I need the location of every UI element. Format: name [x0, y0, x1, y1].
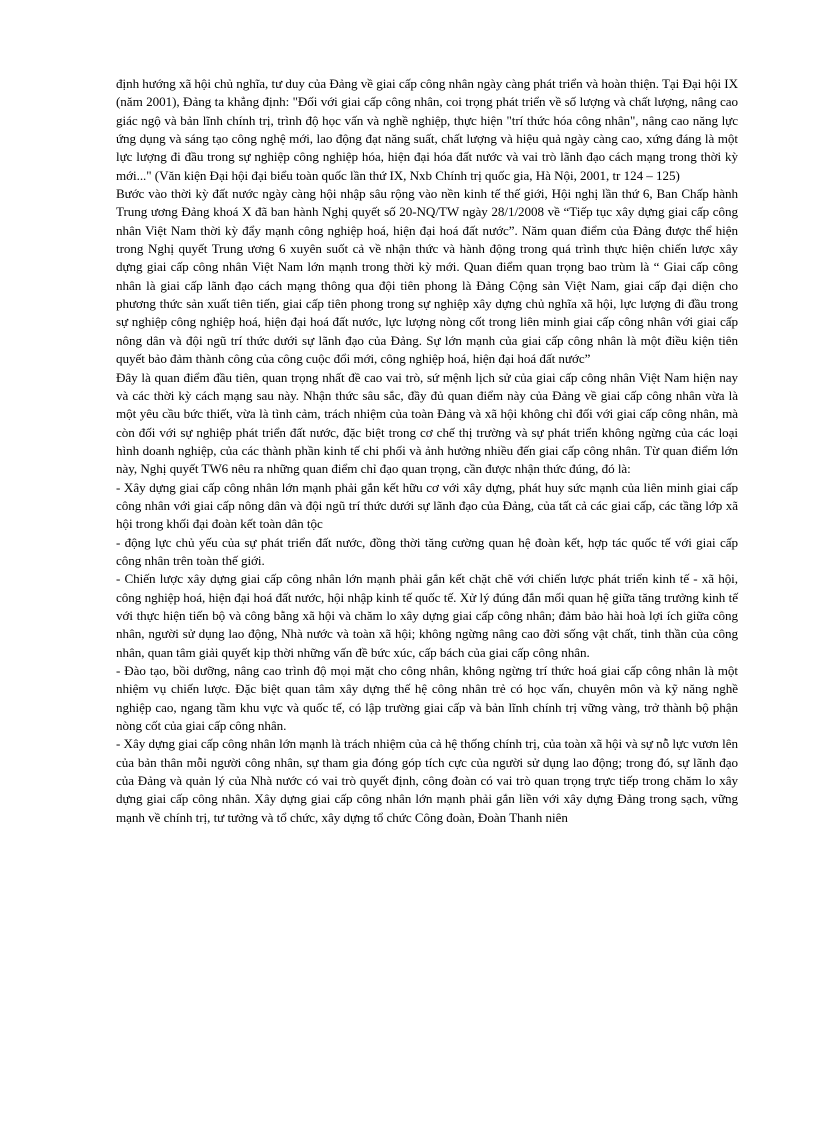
list-item-alliance: - Xây dựng giai cấp công nhân lớn mạnh phải gắn kết hữu cơ với xây dựng, phát huy sức mạnh của liên minh giai cấp công nhân với giai cấp nông dân và đội ngũ trí thức dưới sự lãnh đạo của Đảng, của tất cả các giai cấp, các tầng lớp xã hội trong khối đại đoàn kết toàn dân tộc: [116, 479, 738, 532]
paragraph-first-viewpoint: Đây là quan điểm đầu tiên, quan trọng nhất đề cao vai trò, sứ mệnh lịch sử của giai cấp công nhân Việt Nam hiện nay và các thời kỳ cách mạng sau này. Nhận thức sâu sắc, đầy đủ quan điểm này của Đảng về giai cấp công nhân vừa là một yêu cầu bức thiết, vừa là tình cảm, trách nhiệm của toàn Đảng và xã hội không chỉ đối với giai cấp công nhân, mà còn đối với sự nghiệp phát triển đất nước, đặc biệt trong cơ chế thị trường và sự phát triển không ngừng của các loại hình doanh nghiệp, của các thành phần kinh tế chi phối và ảnh hưởng nhiều đến giai cấp công nhân. Từ quan điểm lớn này, Nghị quyết TW6 nêu ra những quan điểm chỉ đạo quan trọng, cần được nhận thức đúng, đó là:: [116, 369, 738, 477]
paragraph-ix-congress: định hướng xã hội chủ nghĩa, tư duy của Đảng về giai cấp công nhân ngày càng phát triển và hoàn thiện. Tại Đại hội IX (năm 2001), Đảng ta khẳng định: "Đối với giai cấp công nhân, coi trọng phát triển về số lượng và chất lượng, nâng cao giác ngộ và bản lĩnh chính trị, trình độ học vấn và nghề nghiệp, thực hiện "trí thức hóa công nhân", nâng cao năng lực ứng dụng và sáng tạo công nghệ mới, lao động đạt năng suất, chất lượng và hiệu quả ngày càng cao, xứng đáng là một lực lượng đi đầu trong sự nghiệp công nghiệp hóa, hiện đại hóa đất nước và vai trò lãnh đạo cách mạng trong thời kỳ mới..." (Văn kiện Đại hội đại biểu toàn quốc lần thứ IX, Nxb Chính trị quốc gia, Hà Nội, 2001, tr 124 – 125): [116, 76, 738, 183]
list-item-strategy: - Chiến lược xây dựng giai cấp công nhân lớn mạnh phải gắn kết chặt chẽ với chiến lược phát triển kinh tế - xã hội, công nghiệp hoá, hiện đại hoá đất nước, hội nhập kinh tế quốc tế. Xử lý đúng đắn mối quan hệ giữa tăng trưởng kinh tế với thực hiện tiến bộ và công bằng xã hội và chăm lo xây dựng giai cấp công nhân; đảm bảo hài hoà lợi ích giữa công nhân, người sử dụng lao động, Nhà nước và toàn xã hội; không ngừng nâng cao đời sống vật chất, tinh thần của công nhân, quan tâm giải quyết kịp thời những vấn đề bức xúc, cấp bách của giai cấp công nhân.: [116, 571, 738, 660]
body-text: [116, 75, 738, 827]
list-item-training: - Đào tạo, bồi dưỡng, nâng cao trình độ mọi mặt cho công nhân, không ngừng trí thức hoá giai cấp công nhân là một nhiệm vụ chiến lược. Đặc biệt quan tâm xây dựng thế hệ công nhân trẻ có học vấn, chuyên môn và kỹ năng nghề nghiệp cao, ngang tầm khu vực và quốc tế, có lập trường giai cấp và bản lĩnh chính trị vững vàng, trở thành bộ phận nòng cốt của giai cấp công nhân.: [116, 663, 738, 734]
paragraph-resolution-20: Bước vào thời kỳ đất nước ngày càng hội nhập sâu rộng vào nền kinh tế thế giới, Hội nghị lần thứ 6, Ban Chấp hành Trung ương Đảng khoá X đã ban hành Nghị quyết số 20-NQ/TW ngày 28/1/2008 về “Tiếp tục xây dựng giai cấp công nhân Việt Nam thời kỳ đẩy mạnh công nghiệp hoá, hiện đại hoá đất nước”. Năm quan điểm của Đảng được thể hiện trong Nghị quyết Trung ương 6 xuyên suốt cả về nhận thức và hành động trong quá trình thực hiện chiến lược xây dựng giai cấp công nhân Việt Nam lớn mạnh trong thời kỳ mới. Quan điểm quan trọng bao trùm là “ Giai cấp công nhân là giai cấp lãnh đạo cách mạng thông qua đội tiên phong là Đảng Cộng sản Việt Nam, giai cấp đại diện cho phương thức sản xuất tiên tiến, giai cấp tiên phong trong sự nghiệp xây dựng chủ nghĩa xã hội, lực lượng đi đầu trong sự nghiệp công nghiệp hoá, hiện đại hoá đất nước, lực lượng nòng cốt trong liên minh giai cấp công nhân với giai cấp nông dân và đội ngũ trí thức dưới sự lãnh đạo của Đảng. Sự lớn mạnh của giai cấp công nhân là một điều kiện tiên quyết bảo đảm thành công của công cuộc đổi mới, công nghiệp hoá, hiện đại hoá đất nước”: [116, 186, 738, 367]
list-item-responsibility: - Xây dựng giai cấp công nhân lớn mạnh là trách nhiệm của cả hệ thống chính trị, của toàn xã hội và sự nỗ lực vươn lên của bản thân mỗi người công nhân, sự tham gia đóng góp tích cực của người sử dụng lao động; trong đó, sự lãnh đạo của Đảng và quản lý của Nhà nước có vai trò quyết định, công đoàn có vai trò quan trọng trực tiếp trong chăm lo xây dựng giai cấp công nhân. Xây dựng giai cấp công nhân lớn mạnh phải gắn liền với xây dựng Đảng trong sạch, vững mạnh về chính trị, tư tưởng và tổ chức, xây dựng tổ chức Công đoàn, Đoàn Thanh niên: [116, 736, 738, 825]
list-item-driving-force: - động lực chủ yếu của sự phát triển đất nước, đồng thời tăng cường quan hệ đoàn kết, hợp tác quốc tế với giai cấp công nhân trên toàn thế giới.: [116, 534, 738, 568]
